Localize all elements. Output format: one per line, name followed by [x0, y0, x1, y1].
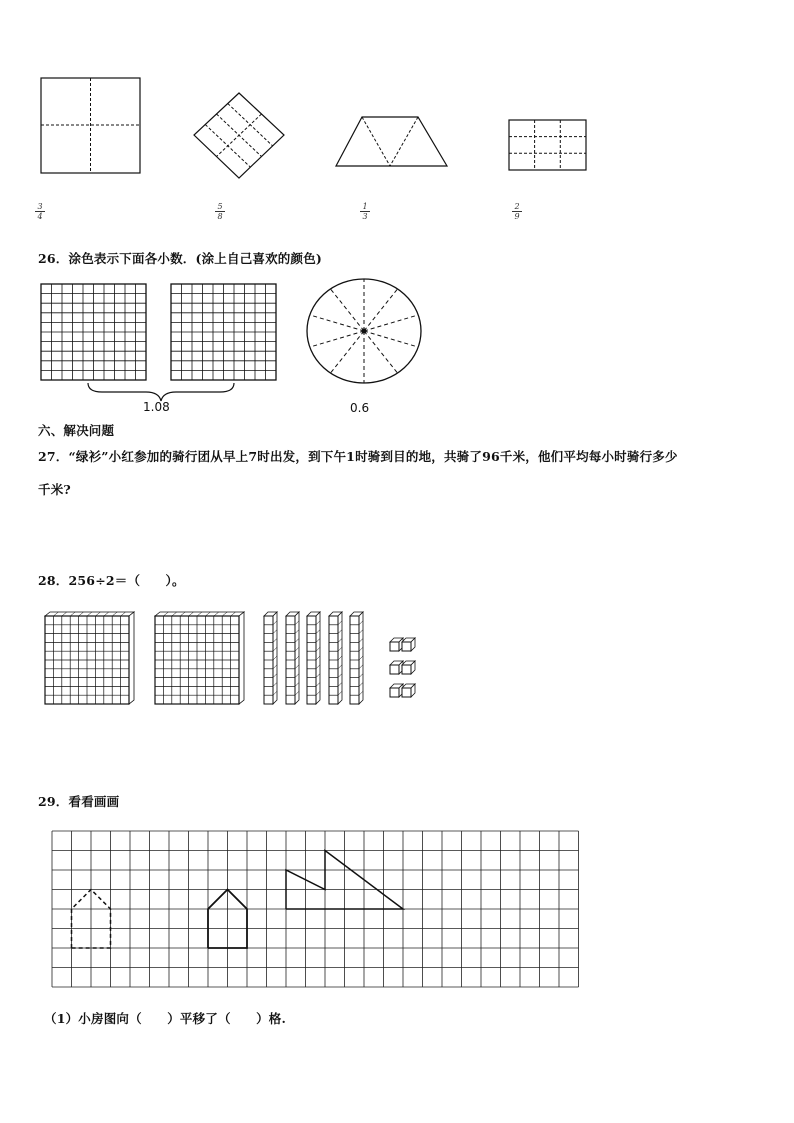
- hundred-block-1: [44, 611, 138, 707]
- label-0-6: 0.6: [350, 401, 370, 415]
- unit-cubes: [388, 636, 422, 702]
- question-29-title: 29．看看画画: [38, 794, 120, 809]
- label-1-08: 1.08: [143, 400, 170, 414]
- question-26-text: 26．涂色表示下面各小数．(涂上自己喜欢的颜色): [38, 251, 323, 266]
- ten-rods: [262, 611, 374, 707]
- trapezoid-thirds-figure: [334, 116, 450, 168]
- question-27-line2: 千米?: [38, 482, 71, 497]
- fraction-3-4: $\frac{3}{4}$: [35, 202, 45, 221]
- question-28-text: 28．256÷2＝（ ）。: [38, 573, 185, 588]
- square-quarters-figure: [40, 77, 142, 175]
- question-27-line1: 27．“绿衫”小红参加的骑行团从早上7时出发，到下午1时骑到目的地，共骑了96千米，他们平均每小时骑行多少: [38, 449, 678, 464]
- fraction-5-8: $\frac{5}{8}$: [215, 202, 225, 221]
- fraction-1-3: $\frac{1}{3}$: [360, 202, 370, 221]
- translation-grid: [51, 830, 579, 987]
- circle-tenths-figure: [305, 276, 423, 384]
- diamond-eighths-figure: [192, 92, 286, 180]
- rectangle-ninths-figure: [508, 119, 588, 172]
- section-6-title: 六、解决问题: [38, 423, 115, 438]
- hundred-block-2: [154, 611, 248, 707]
- question-29-sub1: （1）小房图向（ ）平移了（ ）格.: [44, 1011, 287, 1026]
- hundred-grid-left: [40, 283, 147, 381]
- hundred-grid-right: [170, 283, 277, 381]
- fraction-2-9: $\frac{2}{9}$: [512, 202, 522, 221]
